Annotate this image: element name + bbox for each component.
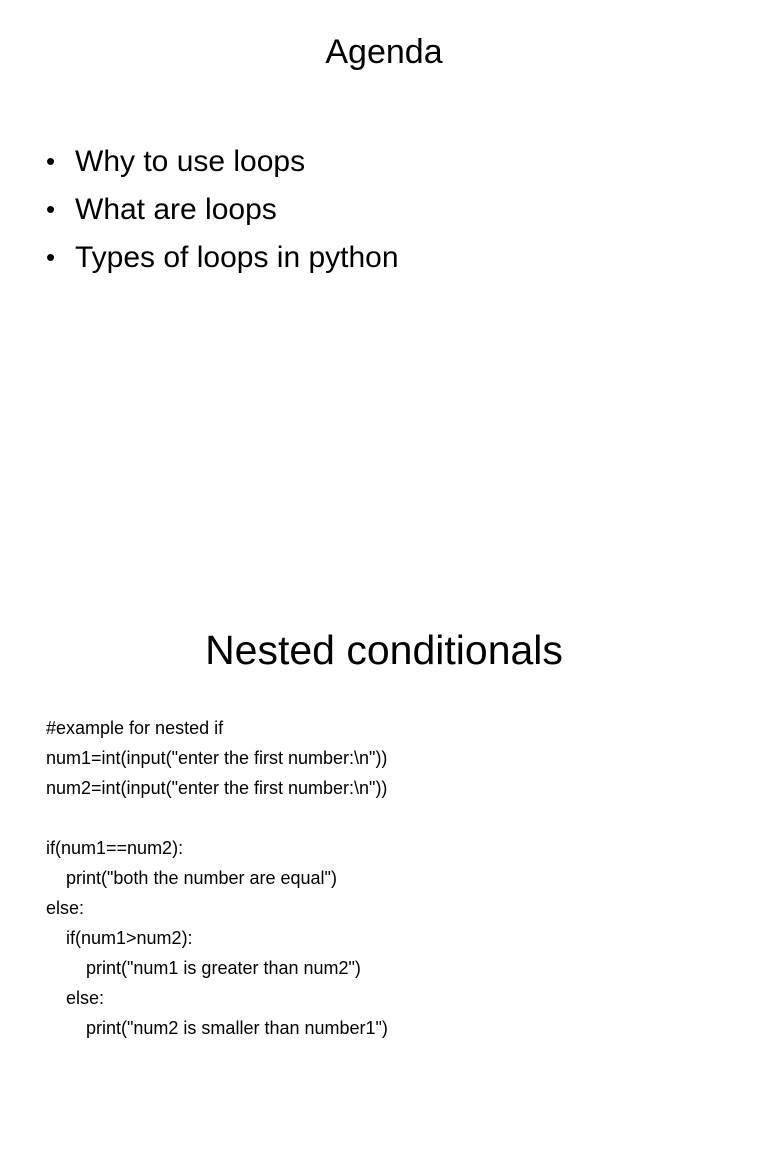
bullet-dot-icon: • (46, 242, 56, 272)
code-line: print("num1 is greater than num2") (46, 958, 361, 978)
bullet-text: What are loops (75, 193, 277, 226)
bullet-item (46, 186, 399, 234)
bullet-dot-icon: • (46, 194, 56, 224)
code-line: print("num2 is smaller than number1") (46, 1018, 388, 1038)
code-line: num1=int(input("enter the first number:\n")) (46, 748, 388, 768)
code-line: #example for nested if (46, 718, 224, 738)
code-line: num2=int(input("enter the first number:\n")) (46, 778, 388, 798)
bullet-text: Why to use loops (75, 145, 306, 178)
code-line (46, 803, 746, 833)
code-line: print("both the number are equal") (46, 868, 337, 888)
slide-title: Nested conditionals (205, 627, 563, 673)
bullet-list (46, 138, 399, 282)
code-line: if(num1==num2): (46, 838, 184, 858)
bullet-text: Types of loops in python (75, 241, 399, 274)
bullet-dot-icon: • (46, 146, 56, 176)
bullet-item (46, 234, 399, 282)
slide-title: Agenda (325, 33, 443, 71)
bullet-item (46, 138, 399, 186)
code-line: else: (46, 898, 85, 918)
code-line: else: (46, 988, 105, 1008)
code-block (46, 713, 746, 1043)
slide-nested-conditionals (0, 576, 768, 1152)
code-line: if(num1>num2): (46, 928, 193, 948)
